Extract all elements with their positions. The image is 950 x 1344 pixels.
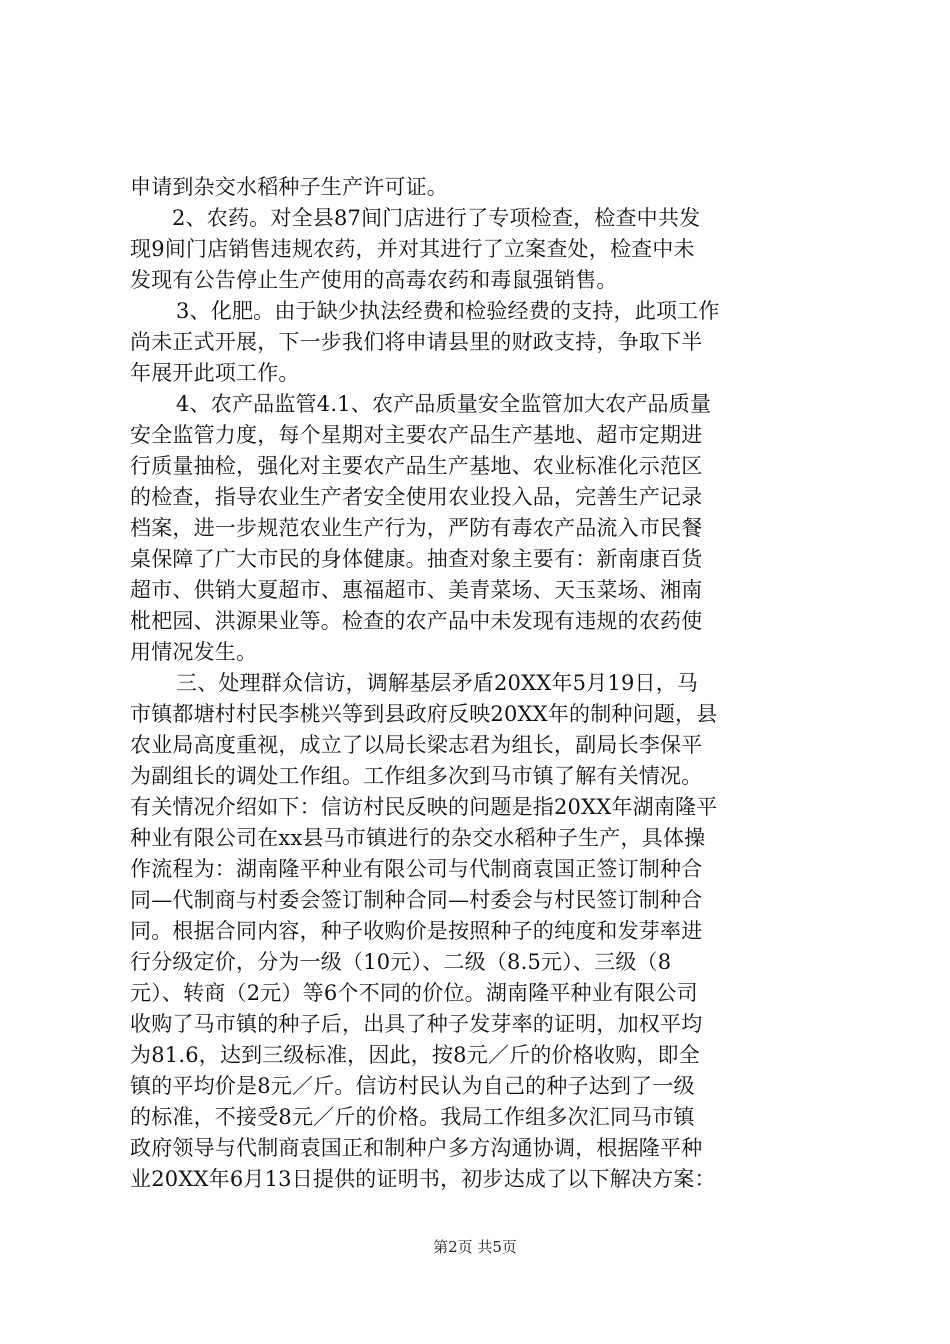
text-line: 为副组长的调处工作组。工作组多次到马市镇了解有关情况。 [130, 764, 703, 788]
text-line: 的检查，指导农业生产者安全使用农业投入品，完善生产记录 [130, 485, 703, 509]
text-line: 的标准，不接受8元／斤的价格。我局工作组多次汇同马市镇 [130, 1105, 695, 1129]
text-line: 镇的平均价是8元／斤。信访村民认为自己的种子达到了一级 [130, 1074, 695, 1098]
text-line: 超市、供销大夏超市、惠福超市、美青菜场、天玉菜场、湘南 [130, 578, 703, 602]
text-line: 元）、转商（2元）等6个不同的价位。湖南隆平种业有限公司 [130, 981, 698, 1005]
text-line: 尚未正式开展，下一步我们将申请县里的财政支持，争取下半 [130, 330, 703, 354]
text-line: 桌保障了广大市民的身体健康。抽查对象主要有：新南康百货 [130, 547, 703, 571]
text-line: 现9间门店销售违规农药，并对其进行了立案查处，检查中未 [130, 237, 695, 261]
text-line: 为81.6，达到三级标准，因此，按8元／斤的价格收购，即全 [130, 1043, 700, 1067]
text-line: 用情况发生。 [130, 640, 258, 664]
text-line: 安全监管力度，每个星期对主要农产品生产基地、超市定期进 [130, 423, 703, 447]
text-line: 申请到杂交水稻种子生产许可证。 [130, 175, 448, 199]
paragraph-product-supervision: 4、农产品监管4.1、农产品质量安全监管加大农产品质量 [176, 392, 712, 416]
text-line: 作流程为：湖南隆平种业有限公司与代制商袁国正签订制种合 [130, 857, 703, 881]
document-body [130, 172, 834, 1195]
text-line: 档案，进一步规范农业生产行为，严防有毒农产品流入市民餐 [130, 516, 703, 540]
page-number-footer: 第2页 共5页 [433, 1238, 517, 1256]
text-line: 业20XX年6月13日提供的证明书，初步达成了以下解决方案： [130, 1167, 716, 1191]
text-line: 有关情况介绍如下：信访村民反映的问题是指20XX年湖南隆平 [130, 795, 718, 819]
text-line: 市镇都塘村村民李桃兴等到县政府反映20XX年的制种问题，县 [130, 702, 718, 726]
text-line: 行分级定价，分为一级（10元）、二级（8.5元）、三级（8 [130, 950, 672, 974]
text-line: 同—代制商与村委会签订制种合同—村委会与村民签订制种合 [130, 888, 703, 912]
text-line: 政府领导与代制商袁国正和制种户多方沟通协调，根据隆平种 [130, 1136, 703, 1160]
paragraph-pesticide: 2、农药。对全县87间门店进行了专项检查，检查中共发 [172, 206, 701, 230]
text-line: 种业有限公司在xx县马市镇进行的杂交水稻种子生产，具体操 [130, 826, 706, 850]
paragraph-petitions: 三、处理群众信访，调解基层矛盾20XX年5月19日，马 [176, 671, 699, 695]
text-line: 年展开此项工作。 [130, 361, 300, 385]
text-line: 枇杷园、洪源果业等。检查的农产品中未发现有违规的农药使 [130, 609, 703, 633]
text-line: 收购了马市镇的种子后，出具了种子发芽率的证明，加权平均 [130, 1012, 703, 1036]
text-line: 行质量抽检，强化对主要农产品生产基地、农业标准化示范区 [130, 454, 703, 478]
paragraph-fertilizer: 3、化肥。由于缺少执法经费和检验经费的支持，此项工作 [176, 299, 720, 323]
text-line: 农业局高度重视，成立了以局长梁志君为组长，副局长李保平 [130, 733, 703, 757]
text-line: 同。根据合同内容，种子收购价是按照种子的纯度和发芽率进 [130, 919, 703, 943]
text-line: 发现有公告停止生产使用的高毒农药和毒鼠强销售。 [130, 268, 618, 292]
